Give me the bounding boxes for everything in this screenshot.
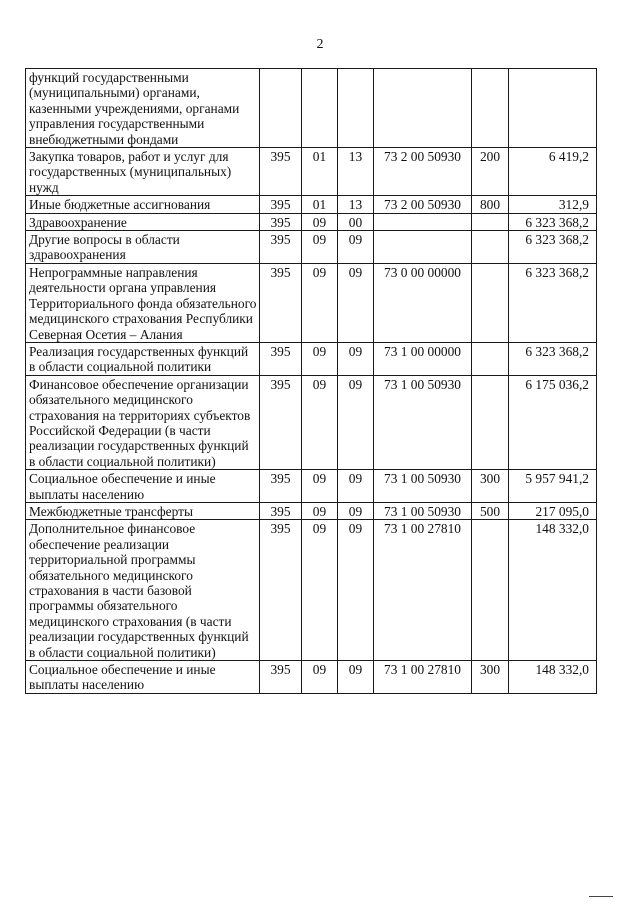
table-body	[26, 69, 597, 694]
expense-type-cell	[472, 213, 509, 230]
expense-name-cell: Социальное обеспечение и иные выплаты населению	[26, 661, 260, 694]
admin-code-cell: 395	[260, 342, 302, 375]
expense-type-cell: 300	[472, 470, 509, 503]
expense-name-cell: Другие вопросы в области здравоохранения	[26, 231, 260, 264]
section-code-cell: 09	[302, 342, 338, 375]
subsection-code-cell: 09	[338, 661, 374, 694]
admin-code-cell: 395	[260, 148, 302, 196]
subsection-code-cell	[338, 69, 374, 148]
table-row	[26, 502, 597, 519]
table-row	[26, 231, 597, 264]
amount-cell: 148 332,0	[509, 520, 597, 661]
section-code-cell: 01	[302, 196, 338, 213]
admin-code-cell: 395	[260, 263, 302, 342]
subsection-code-cell: 09	[338, 520, 374, 661]
expense-name-cell: Финансовое обеспечение организации обязательного медицинского страхования на территориях субъектов Российской Федерации (в части реализации государственных функций в области социальной политики)	[26, 375, 260, 469]
amount-cell: 217 095,0	[509, 502, 597, 519]
admin-code-cell: 395	[260, 375, 302, 469]
expense-name-cell: Непрограммные направления деятельности органа управления Территориального фонда обязательного медицинского страхования Республики Северная Осетия – Алания	[26, 263, 260, 342]
admin-code-cell: 395	[260, 213, 302, 230]
table-row	[26, 661, 597, 694]
amount-cell: 6 175 036,2	[509, 375, 597, 469]
table-row	[26, 375, 597, 469]
expense-type-cell	[472, 263, 509, 342]
expense-name-cell: Межбюджетные трансферты	[26, 502, 260, 519]
admin-code-cell	[260, 69, 302, 148]
expense-name-cell: Дополнительное финансовое обеспечение реализации территориальной программы обязательного медицинского страхования в части базовой программы обязательного медицинского страхования (в части реализации государственных функций в области социальной политики)	[26, 520, 260, 661]
admin-code-cell: 395	[260, 502, 302, 519]
subsection-code-cell: 09	[338, 502, 374, 519]
subsection-code-cell: 00	[338, 213, 374, 230]
expense-name-cell: Закупка товаров, работ и услуг для государственных (муниципальных) нужд	[26, 148, 260, 196]
section-code-cell: 09	[302, 520, 338, 661]
table-row	[26, 342, 597, 375]
expense-type-cell: 500	[472, 502, 509, 519]
amount-cell: 6 419,2	[509, 148, 597, 196]
section-code-cell: 09	[302, 375, 338, 469]
target-article-cell: 73 1 00 27810	[374, 661, 472, 694]
admin-code-cell: 395	[260, 661, 302, 694]
subsection-code-cell: 09	[338, 470, 374, 503]
section-code-cell: 09	[302, 213, 338, 230]
admin-code-cell: 395	[260, 231, 302, 264]
target-article-cell: 73 1 00 27810	[374, 520, 472, 661]
expense-name-cell: функций государственными (муниципальными) органами, казенными учреждениями, органами управления государственными внебюджетными фондами	[26, 69, 260, 148]
expense-type-cell	[472, 375, 509, 469]
expense-type-cell	[472, 342, 509, 375]
target-article-cell: 73 0 00 00000	[374, 263, 472, 342]
table-row	[26, 196, 597, 213]
budget-table	[25, 68, 597, 694]
target-article-cell	[374, 213, 472, 230]
expense-name-cell: Здравоохранение	[26, 213, 260, 230]
target-article-cell	[374, 69, 472, 148]
subsection-code-cell: 09	[338, 263, 374, 342]
amount-cell	[509, 69, 597, 148]
target-article-cell: 73 2 00 50930	[374, 148, 472, 196]
subsection-code-cell: 09	[338, 375, 374, 469]
expense-type-cell: 300	[472, 661, 509, 694]
amount-cell: 5 957 941,2	[509, 470, 597, 503]
table-row	[26, 148, 597, 196]
subsection-code-cell: 09	[338, 342, 374, 375]
target-article-cell: 73 1 00 00000	[374, 342, 472, 375]
table-row	[26, 520, 597, 661]
section-code-cell: 01	[302, 148, 338, 196]
subsection-code-cell: 13	[338, 148, 374, 196]
expense-type-cell: 800	[472, 196, 509, 213]
expense-name-cell: Иные бюджетные ассигнования	[26, 196, 260, 213]
amount-cell: 312,9	[509, 196, 597, 213]
target-article-cell: 73 2 00 50930	[374, 196, 472, 213]
table-row	[26, 213, 597, 230]
expense-type-cell: 200	[472, 148, 509, 196]
table-row	[26, 263, 597, 342]
section-code-cell: 09	[302, 661, 338, 694]
section-code-cell: 09	[302, 502, 338, 519]
table-row	[26, 470, 597, 503]
expense-type-cell	[472, 520, 509, 661]
section-code-cell: 09	[302, 470, 338, 503]
target-article-cell: 73 1 00 50930	[374, 375, 472, 469]
subsection-code-cell: 09	[338, 231, 374, 264]
amount-cell: 6 323 368,2	[509, 342, 597, 375]
expense-type-cell	[472, 231, 509, 264]
page-number: 2	[316, 37, 324, 52]
expense-type-cell	[472, 69, 509, 148]
expense-name-cell: Социальное обеспечение и иные выплаты населению	[26, 470, 260, 503]
section-code-cell	[302, 69, 338, 148]
target-article-cell: 73 1 00 50930	[374, 470, 472, 503]
amount-cell: 6 323 368,2	[509, 231, 597, 264]
admin-code-cell: 395	[260, 520, 302, 661]
admin-code-cell: 395	[260, 196, 302, 213]
target-article-cell: 73 1 00 50930	[374, 502, 472, 519]
subsection-code-cell: 13	[338, 196, 374, 213]
amount-cell: 6 323 368,2	[509, 213, 597, 230]
target-article-cell	[374, 231, 472, 264]
section-code-cell: 09	[302, 231, 338, 264]
amount-cell: 6 323 368,2	[509, 263, 597, 342]
amount-cell: 148 332,0	[509, 661, 597, 694]
page-corner-mark	[589, 896, 613, 897]
section-code-cell: 09	[302, 263, 338, 342]
expense-name-cell: Реализация государственных функций в области социальной политики	[26, 342, 260, 375]
admin-code-cell: 395	[260, 470, 302, 503]
table-row	[26, 69, 597, 148]
